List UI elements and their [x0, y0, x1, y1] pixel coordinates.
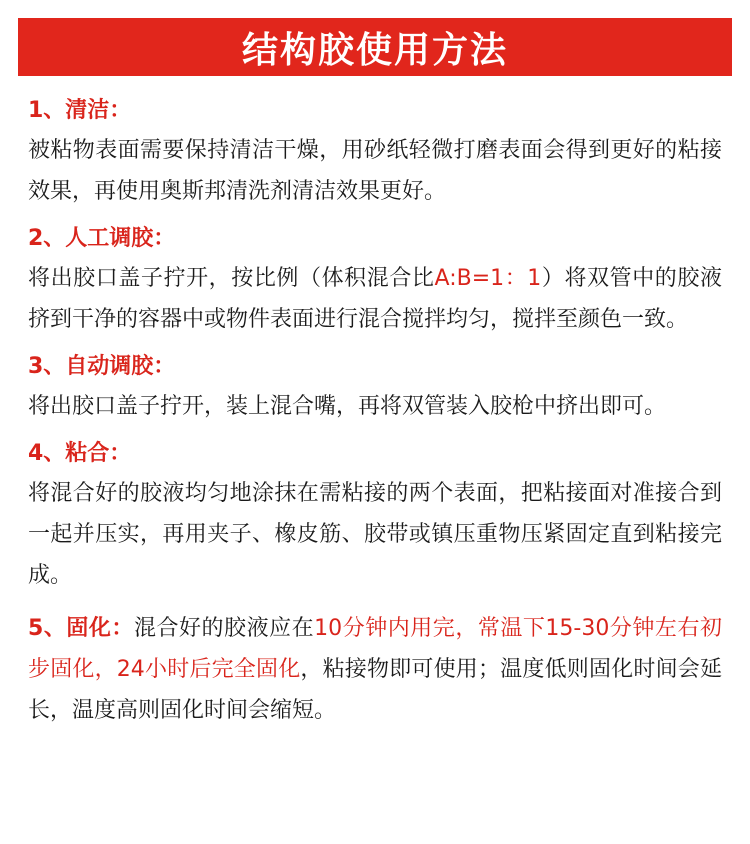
section-body: 将出胶口盖子拧开，装上混合嘴，再将双管装入胶枪中挤出即可。: [28, 394, 667, 419]
title-banner: [18, 18, 732, 76]
section-body: [28, 258, 722, 340]
section-heading: 3、自动调胶：: [28, 354, 176, 379]
section-body: 被粘物表面需要保持清洁干燥，用砂纸轻微打磨表面会得到更好的粘接效果，再使用奥斯邦清洗剂清洁效果更好。: [28, 138, 722, 204]
section-body: [28, 608, 722, 731]
section-bond: [28, 439, 722, 596]
body-text: ）将双管中的胶液挤到干净的容器中或物件表面进行混合搅拌均匀，搅拌至颜色一致。: [28, 266, 722, 332]
body-text: 混合好的胶液应在: [133, 616, 315, 641]
cure-time-highlight: 10分钟内用完，常温下15-30分钟左右初步固化，24小时后完全固化: [28, 616, 722, 682]
body-text: ，粘接物即可使用；温度低则固化时间会延长，温度高则固化时间会缩短。: [28, 657, 722, 723]
section-heading: 4、粘合：: [28, 441, 132, 466]
section-auto-mix: [28, 352, 722, 427]
section-heading: 1、清洁：: [28, 98, 132, 123]
body-text: 将出胶口盖子拧开，按比例（体积混合比: [28, 266, 435, 291]
mix-ratio: A:B=1：1: [434, 266, 542, 291]
section-body: 将混合好的胶液均匀地涂抹在需粘接的两个表面，把粘接面对准接合到一起并压实，再用夹子、橡皮筋、胶带或镇压重物压紧固定直到粘接完成。: [28, 481, 722, 588]
instructions: [28, 96, 722, 743]
section-cure: [28, 608, 722, 731]
section-heading: 2、人工调胶：: [28, 226, 176, 251]
section-clean: [28, 96, 722, 212]
section-heading: 5、固化：: [28, 616, 134, 641]
section-manual-mix: [28, 224, 722, 340]
page-title: 结构胶使用方法: [241, 29, 508, 71]
